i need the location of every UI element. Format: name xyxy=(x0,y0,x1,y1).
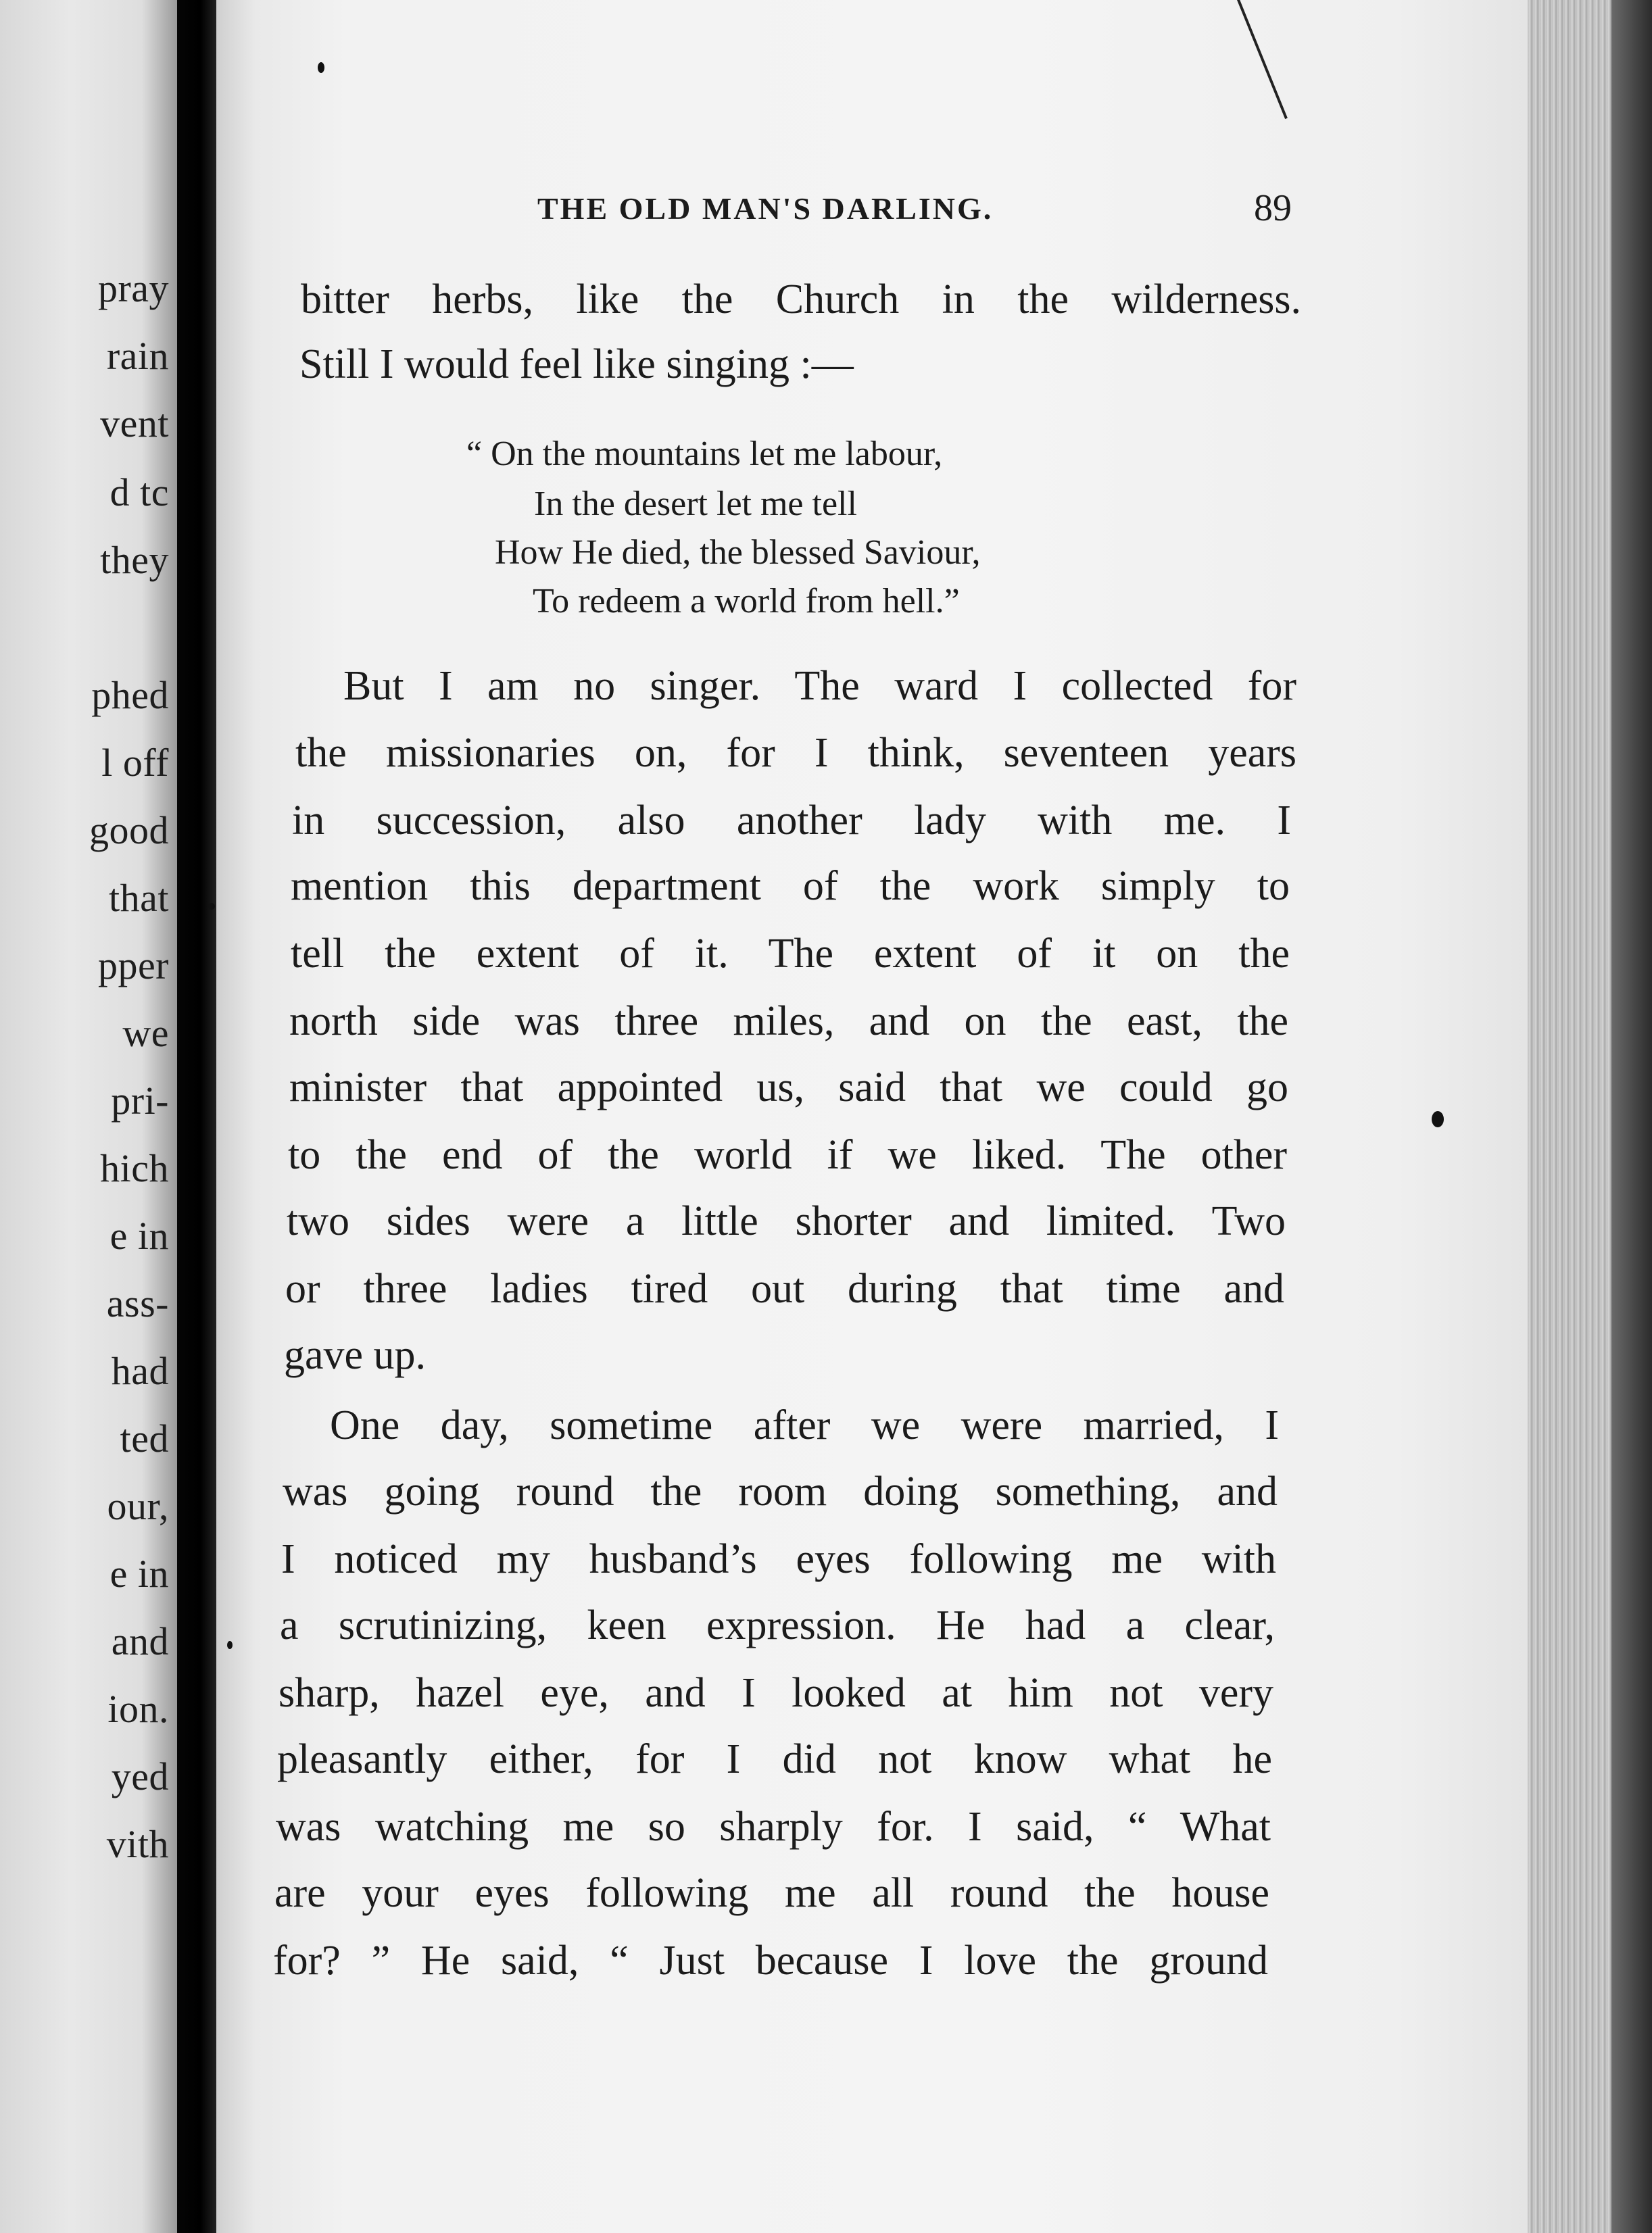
left-page-line: e in xyxy=(110,1552,169,1596)
left-page-line: l off xyxy=(101,741,169,785)
body-line: minister that appointed us, said that we could go xyxy=(289,1064,1288,1110)
left-page-line: ion. xyxy=(107,1687,169,1731)
body-line: tell the extent of it. The extent of it on the xyxy=(291,931,1290,977)
verse-line: How He died, the blessed Saviour, xyxy=(495,533,981,572)
body-line: are your eyes following me all round the house xyxy=(274,1870,1269,1916)
body-line: pleasantly either, for I did not know what he xyxy=(277,1736,1272,1782)
scan-speck xyxy=(318,62,324,73)
left-page-line: ass- xyxy=(106,1281,169,1325)
left-page-line: our, xyxy=(107,1484,169,1528)
body-line: gave up. xyxy=(284,1332,427,1378)
left-page-line: good xyxy=(89,808,169,852)
body-line: or three ladies tired out during that time and xyxy=(285,1266,1284,1312)
body-line: north side was three miles, and on the east, the xyxy=(289,998,1288,1044)
body-line: to the end of the world if we liked. The other xyxy=(288,1132,1287,1178)
page-edge-shadow xyxy=(1611,0,1652,2233)
left-page-line: d tc xyxy=(110,470,169,514)
body-line: for? ” He said, “ Just because I love the ground xyxy=(273,1938,1268,1984)
book-gutter xyxy=(177,0,216,2233)
previous-page-fragment xyxy=(0,0,177,2233)
body-line: But I am no singer. The ward I collected for xyxy=(343,663,1296,709)
left-page-line: that xyxy=(109,876,169,920)
left-page-line: pper xyxy=(97,943,169,987)
scan-speck xyxy=(1432,1111,1444,1127)
verse-line: “ On the mountains let me labour, xyxy=(466,435,943,473)
body-line: was watching me so sharply for. I said, “ What xyxy=(276,1804,1271,1850)
left-page-line: we xyxy=(122,1011,169,1055)
left-page-line: pri- xyxy=(111,1079,169,1123)
body-line: Still I would feel like singing :— xyxy=(299,341,854,387)
body-line: two sides were a little shorter and limited. Two xyxy=(287,1198,1286,1244)
verse-line: In the desert let me tell xyxy=(534,485,857,523)
scan-speck xyxy=(227,1641,233,1649)
left-page-line: ted xyxy=(120,1417,169,1461)
left-page-line: vith xyxy=(106,1822,169,1866)
body-line: One day, sometime after we were married, I xyxy=(330,1402,1279,1448)
running-head: THE OLD MAN'S DARLING. xyxy=(537,191,994,226)
body-line: a scrutinizing, keen expression. He had a clear, xyxy=(280,1602,1275,1648)
body-line: bitter herbs, like the Church in the wilderness. xyxy=(301,276,1301,322)
left-page-line: and xyxy=(111,1619,169,1663)
body-line: mention this department of the work simply to xyxy=(291,863,1290,909)
body-line: was going round the room doing something, and xyxy=(283,1469,1278,1515)
left-page-line: yed xyxy=(111,1754,169,1798)
verse-line: To redeem a world from hell.” xyxy=(533,582,960,620)
left-page-line: they xyxy=(100,538,169,582)
scan-speck xyxy=(208,903,215,910)
body-line: the missionaries on, for I think, seventeen years xyxy=(295,730,1296,776)
left-page-line: vent xyxy=(100,401,169,445)
left-page-line: rain xyxy=(106,334,169,378)
left-page-line: had xyxy=(111,1349,169,1393)
left-page-line: e in xyxy=(110,1214,169,1258)
body-line: in succession, also another lady with me. I xyxy=(292,798,1291,843)
left-page-line: hich xyxy=(100,1146,169,1190)
page-number: 89 xyxy=(1254,187,1292,229)
body-line: sharp, hazel eye, and I looked at him not very xyxy=(278,1670,1273,1716)
left-page-line: pray xyxy=(97,266,169,310)
left-page-line: phed xyxy=(91,673,169,717)
body-line: I noticed my husband’s eyes following me with xyxy=(281,1536,1276,1582)
